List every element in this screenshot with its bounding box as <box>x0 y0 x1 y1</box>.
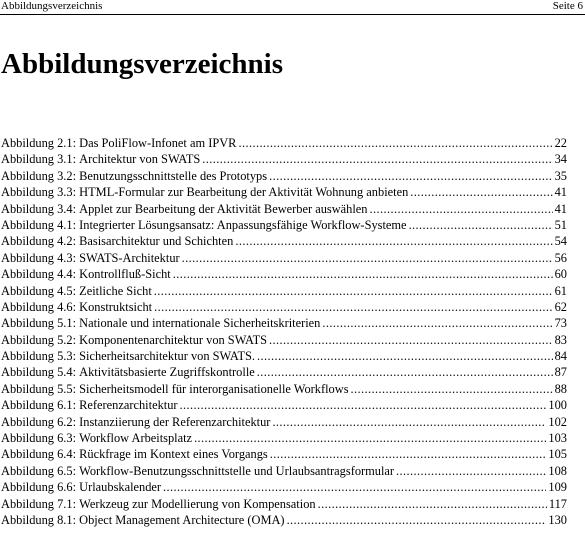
figure-label: Abbildung 8.1: <box>1 512 77 527</box>
figure-caption: Sicherheitsarchitektur von SWATS. <box>79 349 256 364</box>
dot-leader <box>202 151 552 167</box>
figure-page-number: 56 <box>554 250 567 265</box>
figure-caption: Workflow Arbeitsplatz <box>79 431 193 446</box>
figure-entry <box>1 479 567 495</box>
figure-label: Abbildung 5.4: <box>1 365 77 380</box>
figure-entry <box>1 348 567 364</box>
figure-label: Abbildung 4.1: <box>1 217 77 232</box>
dot-leader <box>154 299 552 315</box>
figure-label: Abbildung 6.1: <box>1 398 77 413</box>
figure-entry <box>1 266 567 282</box>
figure-label: Abbildung 6.4: <box>1 447 77 462</box>
figure-entry <box>1 201 567 217</box>
figure-label: Abbildung 3.2: <box>1 168 77 183</box>
figure-entry <box>1 315 567 331</box>
figure-label: Abbildung 4.2: <box>1 234 77 249</box>
figure-label: Abbildung 2.1: <box>1 136 77 150</box>
figure-caption: Zeitliche Sicht <box>79 283 152 298</box>
figure-page-number: 100 <box>548 398 567 413</box>
dot-leader <box>269 332 553 348</box>
figure-page-number: 102 <box>548 414 567 429</box>
figure-caption: Konstruktsicht <box>79 299 153 314</box>
figure-caption: Nationale und internationale Sicherheitskriterien <box>79 316 321 331</box>
page-title: Abbildungsverzeichnis <box>1 48 283 80</box>
figure-page-number: 41 <box>554 201 567 216</box>
figure-page-number: 62 <box>554 299 567 314</box>
figure-entry <box>1 184 567 200</box>
figure-entry <box>1 381 567 397</box>
figure-caption: HTML-Formular zur Bearbeitung der Aktivität Wohnung anbieten <box>79 185 409 200</box>
figure-page-number: 35 <box>554 168 567 183</box>
figure-caption: Referenzarchitektur <box>79 398 178 413</box>
dot-leader <box>409 217 553 233</box>
figure-caption: Rückfrage im Kontext eines Vorgangs <box>79 447 268 462</box>
figure-page-number: 41 <box>554 185 567 200</box>
dot-leader <box>154 283 553 299</box>
figure-label: Abbildung 5.5: <box>1 381 77 396</box>
running-header <box>0 0 585 14</box>
dot-leader <box>370 201 553 217</box>
figure-entry <box>1 250 567 266</box>
dot-leader <box>410 184 552 200</box>
figure-label: Abbildung 3.4: <box>1 201 77 216</box>
figure-entry <box>1 414 567 430</box>
figure-caption: Instanziierung der Referenzarchitektur <box>79 414 271 429</box>
figure-caption: Benutzungsschnittstelle des Prototyps <box>79 168 268 183</box>
figure-page-number: 130 <box>548 512 567 527</box>
figure-caption: Das PoliFlow-Infonet am IPVR <box>79 136 237 150</box>
figure-label: Abbildung 4.5: <box>1 283 77 298</box>
figure-entry <box>1 364 567 380</box>
figure-page-number: 87 <box>554 365 567 380</box>
figure-caption: SWATS-Architektur <box>79 250 180 265</box>
figure-label: Abbildung 6.5: <box>1 463 77 478</box>
figure-label: Abbildung 7.1: <box>1 496 77 511</box>
dot-leader <box>287 512 547 528</box>
dot-leader <box>396 463 546 479</box>
figure-caption: Kontrollfluß-Sicht <box>79 267 171 282</box>
figure-entry <box>1 299 567 315</box>
figure-page-number: 61 <box>554 283 567 298</box>
dot-leader <box>351 381 553 397</box>
figure-entry <box>1 463 567 479</box>
figure-label: Abbildung 3.3: <box>1 185 77 200</box>
figure-page-number: 109 <box>548 480 567 495</box>
figure-page-number: 51 <box>554 217 567 232</box>
figure-page-number: 60 <box>554 267 567 282</box>
figure-caption: Komponentenarchitektur von SWATS <box>79 332 268 347</box>
figure-label: Abbildung 3.1: <box>1 152 77 167</box>
figure-caption: Applet zur Bearbeitung der Aktivität Bewerber auswählen <box>79 201 368 216</box>
dot-leader <box>173 266 553 282</box>
dot-leader <box>257 348 553 364</box>
figure-entry <box>1 446 567 462</box>
figure-page-number: 103 <box>548 431 567 446</box>
figure-label: Abbildung 5.1: <box>1 316 77 331</box>
figure-entry <box>1 151 567 167</box>
figure-page-number: 84 <box>554 349 567 364</box>
figure-entry <box>1 168 567 184</box>
figure-caption: Integrierter Lösungsansatz: Anpassungsfähige Workflow-Systeme <box>79 217 407 232</box>
figure-label: Abbildung 6.3: <box>1 431 77 446</box>
figure-page-number: 117 <box>548 496 567 511</box>
dot-leader <box>235 233 552 249</box>
figure-entry <box>1 496 567 512</box>
figure-label: Abbildung 4.3: <box>1 250 77 265</box>
figure-caption: Aktivitätsbasierte Zugriffskontrolle <box>79 365 255 380</box>
figure-entry <box>1 283 567 299</box>
figure-caption: Urlaubskalender <box>79 480 162 495</box>
figure-entry <box>1 135 567 151</box>
figure-page-number: 73 <box>554 316 567 331</box>
figure-entry <box>1 332 567 348</box>
dot-leader <box>318 496 547 512</box>
dot-leader <box>180 397 547 413</box>
figure-caption: Sicherheitsmodell für interorganisationelle Workflows <box>79 381 349 396</box>
header-section-title: Abbildungsverzeichnis <box>1 0 103 12</box>
header-page-number: Seite 6 <box>552 0 583 12</box>
dot-leader <box>257 364 553 380</box>
figure-entry <box>1 217 567 233</box>
figure-page-number: 83 <box>554 332 567 347</box>
figure-label: Abbildung 6.2: <box>1 414 77 429</box>
figure-page-number: 88 <box>554 381 567 396</box>
dot-leader <box>269 168 553 184</box>
figure-caption: Werkzeug zur Modellierung von Kompensation <box>79 496 316 511</box>
figure-list <box>1 135 567 528</box>
figure-label: Abbildung 6.6: <box>1 480 77 495</box>
figure-page-number: 105 <box>548 447 567 462</box>
dot-leader <box>182 250 553 266</box>
figure-page-number: 34 <box>554 152 567 167</box>
dot-leader <box>322 315 552 331</box>
figure-entry <box>1 430 567 446</box>
figure-caption: Workflow-Benutzungsschnittstelle und Urlaubsantragsformular <box>79 463 395 478</box>
dot-leader <box>238 135 552 151</box>
figure-entry <box>1 512 567 528</box>
figure-page-number: 54 <box>554 234 567 249</box>
figure-caption: Architektur von SWATS <box>79 152 201 167</box>
header-rule <box>0 14 585 15</box>
figure-label: Abbildung 5.2: <box>1 332 77 347</box>
figure-label: Abbildung 5.3: <box>1 349 77 364</box>
figure-caption: Basisarchitektur und Schichten <box>79 234 234 249</box>
figure-entry <box>1 397 567 413</box>
figure-page-number: 108 <box>548 463 567 478</box>
figure-page-number: 22 <box>554 136 567 150</box>
dot-leader <box>194 430 546 446</box>
figure-label: Abbildung 4.4: <box>1 267 77 282</box>
figure-caption: Object Management Architecture (OMA) <box>79 512 285 527</box>
dot-leader <box>270 446 547 462</box>
figure-label: Abbildung 4.6: <box>1 299 77 314</box>
figure-entry <box>1 233 567 249</box>
dot-leader <box>272 414 546 430</box>
dot-leader <box>163 479 546 495</box>
